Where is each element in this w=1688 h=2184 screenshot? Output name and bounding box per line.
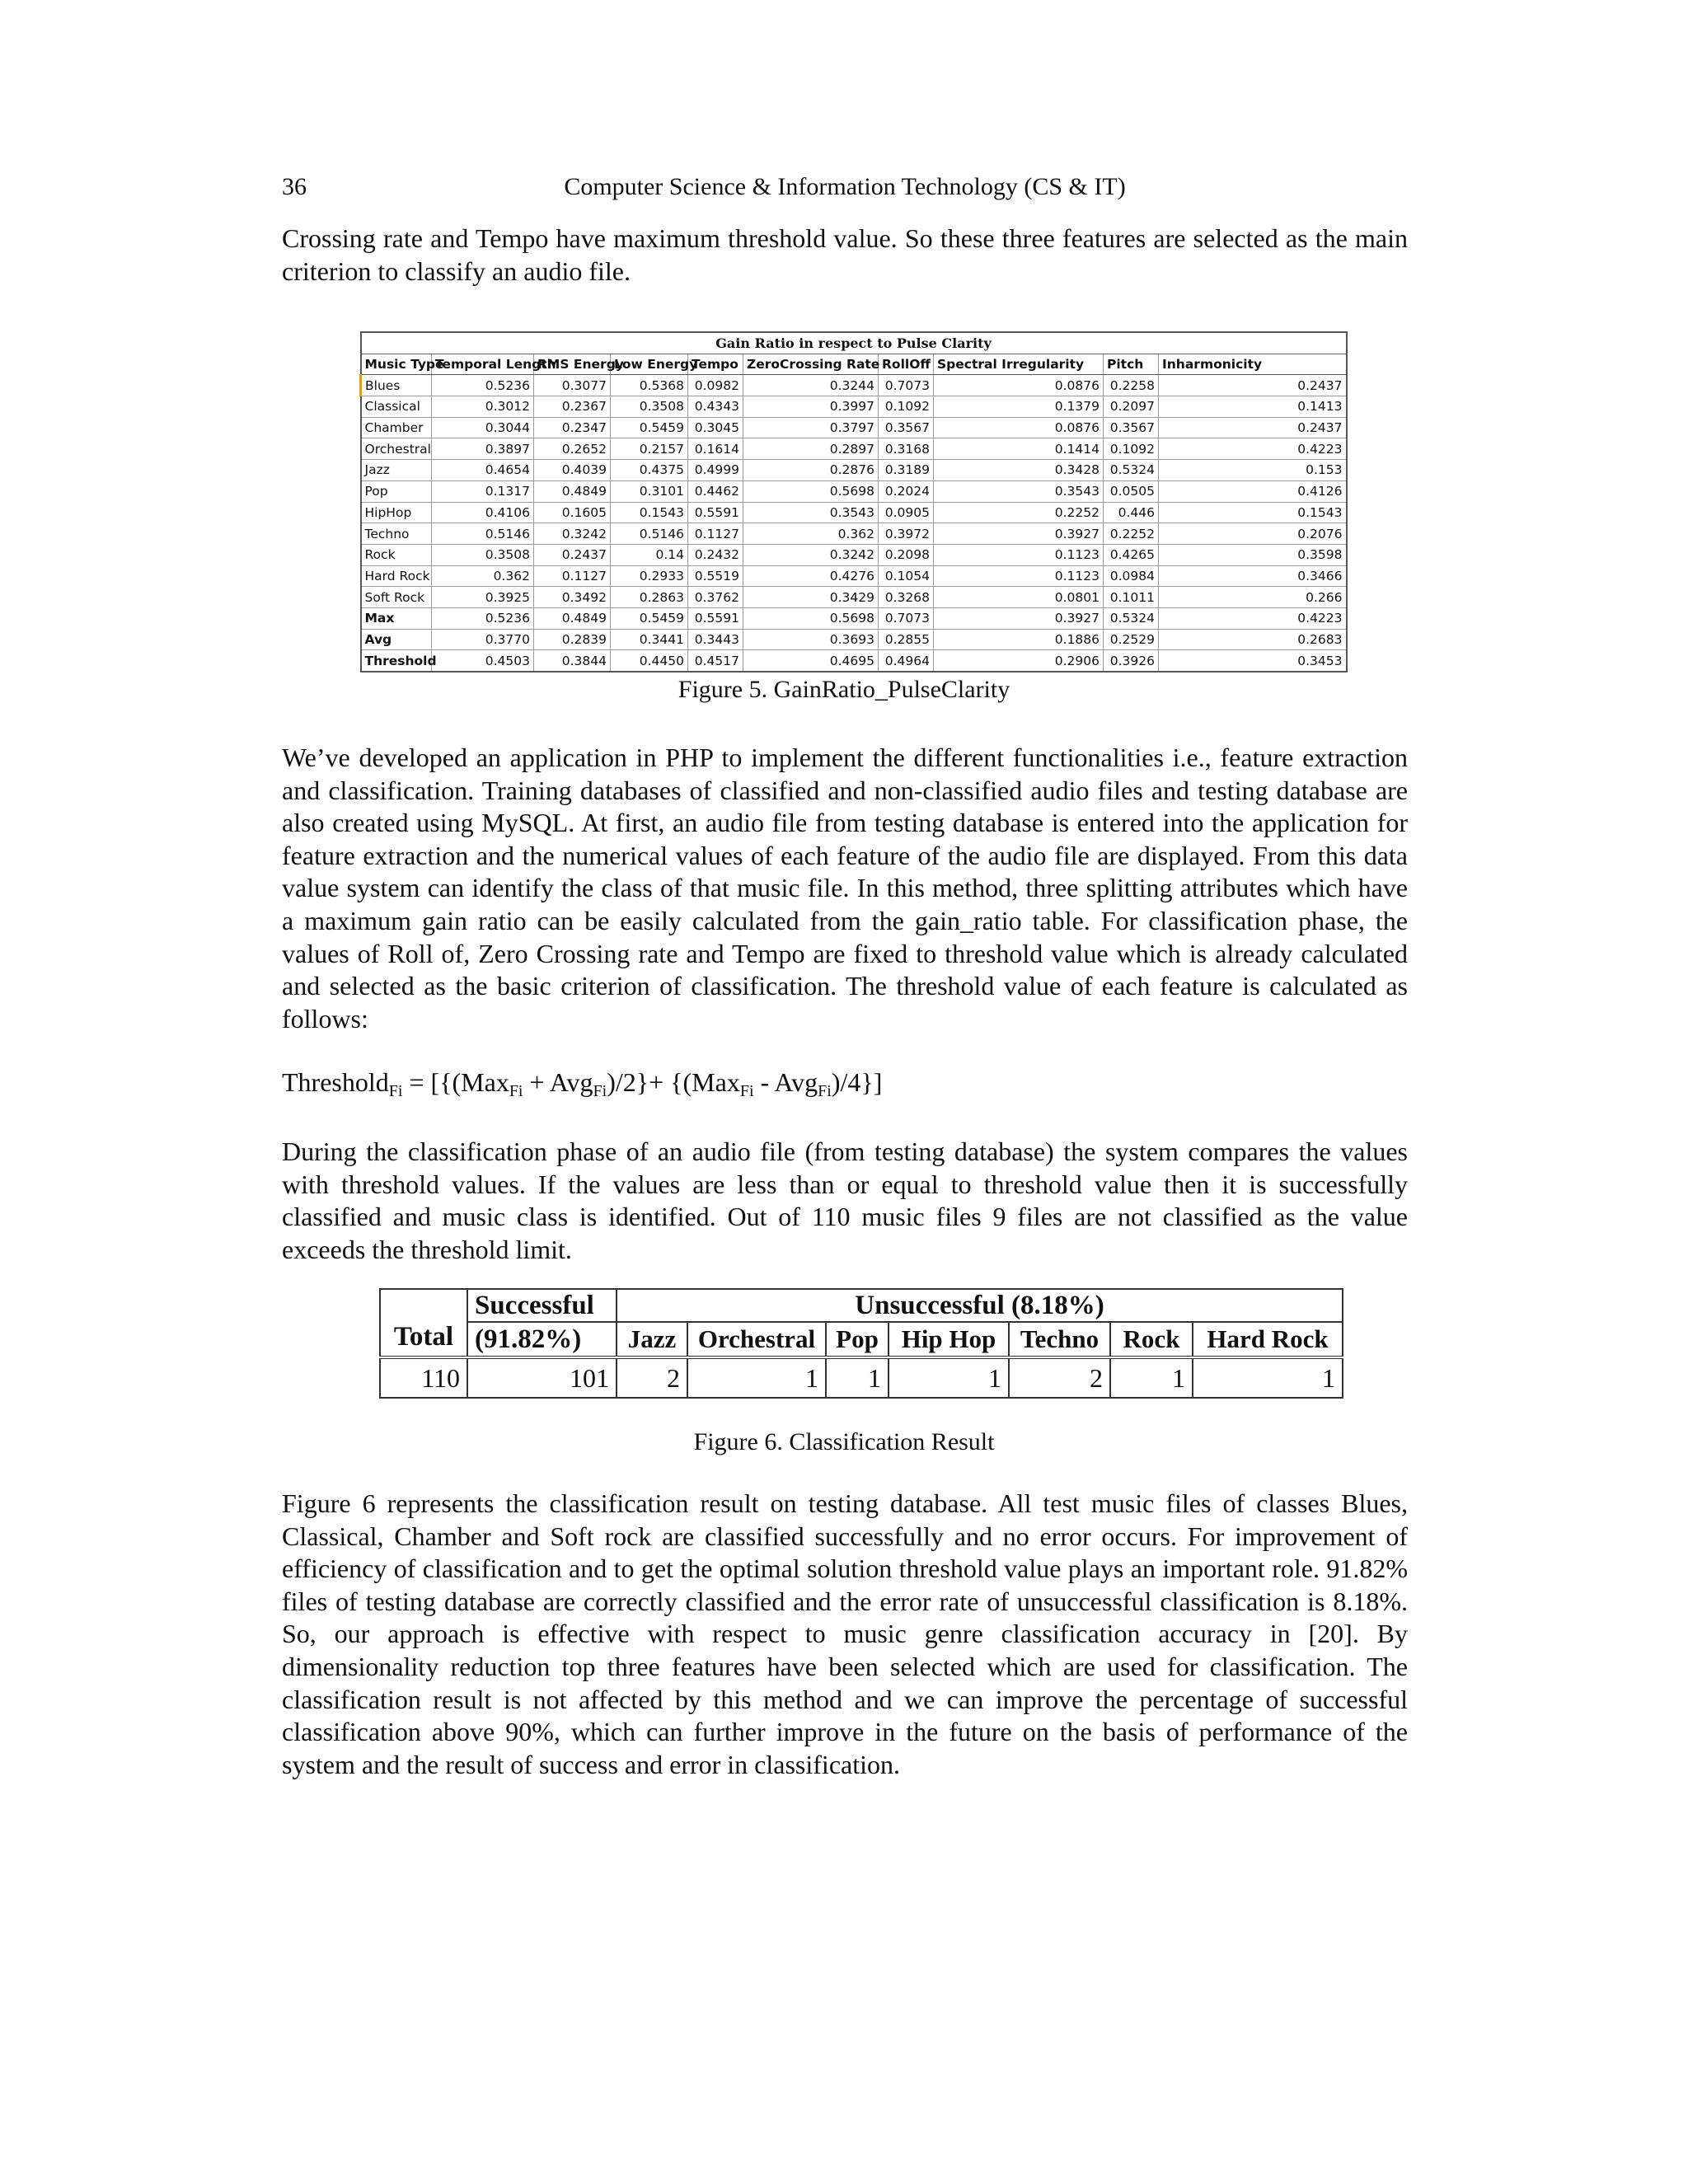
table-cell: 0.2252 bbox=[934, 502, 1104, 523]
table-cell: 0.2437 bbox=[534, 544, 611, 565]
table-cell: 0.7073 bbox=[879, 607, 934, 629]
summary-row bbox=[361, 629, 1347, 650]
table-cell: 0.2437 bbox=[1159, 375, 1347, 396]
table-cell: 0.362 bbox=[432, 565, 534, 587]
table-cell: 0.3453 bbox=[1159, 650, 1347, 672]
formula-subscript: Fi bbox=[509, 1082, 523, 1100]
row-label: Jazz bbox=[361, 460, 432, 481]
table-cell: 0.5324 bbox=[1104, 460, 1159, 481]
table-cell: 0.446 bbox=[1104, 502, 1159, 523]
table-cell: 0.3044 bbox=[432, 417, 534, 438]
table-cell: 0.3244 bbox=[743, 375, 879, 396]
table-cell: 0.2157 bbox=[611, 438, 688, 460]
table-cell: 0.5236 bbox=[432, 607, 534, 629]
summary-row bbox=[361, 607, 1347, 629]
column-header: Spectral Irregularity bbox=[934, 354, 1104, 375]
table-cell: 0.2652 bbox=[534, 438, 611, 460]
table-cell: 0.5368 bbox=[611, 375, 688, 396]
table-cell: 0.3441 bbox=[611, 629, 688, 650]
unsuccessful-value: 1 bbox=[687, 1357, 826, 1398]
paragraph-1: Crossing rate and Tempo have maximum threshold value. So these three features are selected as the main criterion to classify an audio file. bbox=[282, 223, 1408, 286]
successful-percent: (91.82%) bbox=[467, 1322, 617, 1357]
paragraph-2: We’ve developed an application in PHP to implement the different functionalities i.e., feature extraction and classification. Training databases of classified and non-classified audio files and testing database are also created using MySQL. At first, an audio file from testing database is entered into the application for feature extraction and the numerical values of each feature of the audio file are displayed. From this data value system can identify the class of that music file. In this method, three splitting attributes which have a maximum gain ratio can be easily calculated from the gain_ratio table. For classification phase, the values of Roll of, Zero Crossing rate and Tempo are fixed to threshold value which is already calculated and selected as the basic criterion of classification. The threshold value of each feature is calculated as follows: bbox=[282, 743, 1408, 1033]
table-cell: 0.2098 bbox=[879, 544, 934, 565]
unsuccessful-header: Unsuccessful (8.18%) bbox=[617, 1289, 1343, 1322]
table-cell: 0.4964 bbox=[879, 650, 934, 672]
table-cell: 0.7073 bbox=[879, 375, 934, 396]
row-label: Max bbox=[361, 607, 432, 629]
table-cell: 0.2347 bbox=[534, 417, 611, 438]
table-cell: 0.362 bbox=[743, 523, 879, 545]
table-cell: 0.1413 bbox=[1159, 396, 1347, 418]
formula-subscript: Fi bbox=[593, 1082, 607, 1100]
table-cell: 0.4106 bbox=[432, 502, 534, 523]
unsuccessful-value: 1 bbox=[889, 1357, 1009, 1398]
total-header: Total bbox=[380, 1289, 467, 1357]
table-cell: 0.2097 bbox=[1104, 396, 1159, 418]
table-cell: 0.3926 bbox=[1104, 650, 1159, 672]
table-row bbox=[361, 438, 1347, 460]
formula-part: = [{(Max bbox=[402, 1067, 509, 1097]
table-row bbox=[361, 375, 1347, 396]
row-label: Chamber bbox=[361, 417, 432, 438]
table-cell: 0.3543 bbox=[743, 502, 879, 523]
table-cell: 0.0876 bbox=[934, 375, 1104, 396]
unsuccessful-value: 2 bbox=[617, 1357, 687, 1398]
gain-ratio-table bbox=[359, 331, 1348, 673]
column-header: RollOff bbox=[879, 354, 934, 375]
table-cell: 0.2024 bbox=[879, 480, 934, 502]
table-cell: 0.3189 bbox=[879, 460, 934, 481]
table-cell: 0.266 bbox=[1159, 587, 1347, 608]
table-cell: 0.3242 bbox=[534, 523, 611, 545]
table-cell: 0.1123 bbox=[934, 544, 1104, 565]
table-cell: 0.2252 bbox=[1104, 523, 1159, 545]
table-cell: 0.4276 bbox=[743, 565, 879, 587]
table-cell: 0.3797 bbox=[743, 417, 879, 438]
successful-value: 101 bbox=[467, 1357, 617, 1398]
table-cell: 0.0984 bbox=[1104, 565, 1159, 587]
table-cell: 0.5459 bbox=[611, 417, 688, 438]
table-cell: 0.3101 bbox=[611, 480, 688, 502]
table-cell: 0.3997 bbox=[743, 396, 879, 418]
figure-5-caption: Figure 5. GainRatio_PulseClarity bbox=[678, 676, 1010, 703]
table-cell: 0.5324 bbox=[1104, 607, 1159, 629]
table-cell: 0.4849 bbox=[534, 480, 611, 502]
table-cell: 0.2437 bbox=[1159, 417, 1347, 438]
table-row bbox=[361, 502, 1347, 523]
threshold-formula bbox=[282, 1066, 882, 1108]
page-header bbox=[282, 173, 1408, 206]
row-label: Techno bbox=[361, 523, 432, 545]
table-cell: 0.1605 bbox=[534, 502, 611, 523]
table-cell: 0.1054 bbox=[879, 565, 934, 587]
table-cell: 0.3770 bbox=[432, 629, 534, 650]
unsuccessful-value: 1 bbox=[1110, 1357, 1193, 1398]
total-value: 110 bbox=[380, 1357, 467, 1398]
figure-6-caption: Figure 6. Classification Result bbox=[693, 1428, 995, 1455]
row-label: Avg bbox=[361, 629, 432, 650]
table-cell: 0.2839 bbox=[534, 629, 611, 650]
table-cell: 0.4517 bbox=[688, 650, 743, 672]
table-cell: 0.3443 bbox=[688, 629, 743, 650]
table-header-row bbox=[361, 354, 1347, 375]
table-cell: 0.4462 bbox=[688, 480, 743, 502]
table-cell: 0.5698 bbox=[743, 607, 879, 629]
class-header: Hip Hop bbox=[889, 1322, 1009, 1357]
row-label: Hard Rock bbox=[361, 565, 432, 587]
table-cell: 0.3428 bbox=[934, 460, 1104, 481]
table-row bbox=[361, 417, 1347, 438]
class-header: Hard Rock bbox=[1193, 1322, 1343, 1357]
row-label: Orchestral bbox=[361, 438, 432, 460]
table-cell: 0.1543 bbox=[611, 502, 688, 523]
table-cell: 0.4503 bbox=[432, 650, 534, 672]
formula-part: )/2}+ {(Max bbox=[607, 1067, 740, 1097]
table-cell: 0.1317 bbox=[432, 480, 534, 502]
table-cell: 0.3762 bbox=[688, 587, 743, 608]
row-label: Blues bbox=[361, 375, 432, 396]
successful-header: Successful bbox=[467, 1289, 617, 1322]
formula-subscript: Fi bbox=[388, 1082, 403, 1100]
row-label: Soft Rock bbox=[361, 587, 432, 608]
formula-part: )/4}] bbox=[831, 1067, 883, 1097]
table-row bbox=[361, 460, 1347, 481]
table-cell: 0.3543 bbox=[934, 480, 1104, 502]
table-row bbox=[361, 587, 1347, 608]
table-cell: 0.4343 bbox=[688, 396, 743, 418]
table-row bbox=[361, 480, 1347, 502]
table-cell: 0.4223 bbox=[1159, 438, 1347, 460]
table-cell: 0.0905 bbox=[879, 502, 934, 523]
table-cell: 0.3012 bbox=[432, 396, 534, 418]
formula-part: + Avg bbox=[523, 1067, 593, 1097]
table-cell: 0.3927 bbox=[934, 607, 1104, 629]
table-cell: 0.2855 bbox=[879, 629, 934, 650]
table-cell: 0.1123 bbox=[934, 565, 1104, 587]
table-cell: 0.0982 bbox=[688, 375, 743, 396]
table-cell: 0.2933 bbox=[611, 565, 688, 587]
table-cell: 0.2683 bbox=[1159, 629, 1347, 650]
table-cell: 0.4654 bbox=[432, 460, 534, 481]
class-header: Rock bbox=[1110, 1322, 1193, 1357]
table-cell: 0.3242 bbox=[743, 544, 879, 565]
column-header: ZeroCrossing Rate bbox=[743, 354, 879, 375]
class-header: Jazz bbox=[617, 1322, 687, 1357]
table-cell: 0.4375 bbox=[611, 460, 688, 481]
table-cell: 0.0876 bbox=[934, 417, 1104, 438]
table-row bbox=[361, 523, 1347, 545]
table-title-row bbox=[361, 332, 1347, 354]
unsuccessful-value: 1 bbox=[826, 1357, 889, 1398]
table-cell: 0.1379 bbox=[934, 396, 1104, 418]
table-cell: 0.1886 bbox=[934, 629, 1104, 650]
figure-5-gain-ratio-table bbox=[359, 331, 1345, 675]
page-number: 36 bbox=[282, 173, 307, 200]
table-cell: 0.3508 bbox=[432, 544, 534, 565]
class-header: Orchestral bbox=[687, 1322, 826, 1357]
formula-subscript: Fi bbox=[739, 1082, 754, 1100]
column-header: Low Energy bbox=[611, 354, 688, 375]
table-cell: 0.3844 bbox=[534, 650, 611, 672]
table-cell: 0.2529 bbox=[1104, 629, 1159, 650]
paragraph-3: During the classification phase of an audio file (from testing database) the system compares the values with threshold values. If the values are less than or equal to threshold value then it is successfully classified and music class is identified. Out of 110 music files 9 files are not classified as the value exceeds the threshold limit. bbox=[282, 1137, 1408, 1264]
table-cell: 0.4695 bbox=[743, 650, 879, 672]
table-cell: 0.1011 bbox=[1104, 587, 1159, 608]
table-cell: 0.2876 bbox=[743, 460, 879, 481]
class-header: Techno bbox=[1009, 1322, 1110, 1357]
table-row bbox=[361, 396, 1347, 418]
table-cell: 0.1414 bbox=[934, 438, 1104, 460]
table-cell: 0.3168 bbox=[879, 438, 934, 460]
table-row bbox=[361, 544, 1347, 565]
table-cell: 0.3045 bbox=[688, 417, 743, 438]
unsuccessful-value: 2 bbox=[1009, 1357, 1110, 1398]
table-cell: 0.5591 bbox=[688, 607, 743, 629]
table-cell: 0.1543 bbox=[1159, 502, 1347, 523]
table-cell: 0.4999 bbox=[688, 460, 743, 481]
row-label: Threshold bbox=[361, 650, 432, 672]
table-cell: 0.4223 bbox=[1159, 607, 1347, 629]
table-cell: 0.3268 bbox=[879, 587, 934, 608]
column-header: Inharmonicity bbox=[1159, 354, 1347, 375]
table-cell: 0.3972 bbox=[879, 523, 934, 545]
table-cell: 0.1092 bbox=[879, 396, 934, 418]
table-cell: 0.4450 bbox=[611, 650, 688, 672]
paragraph-4: Figure 6 represents the classification result on testing database. All test music files of classes Blues, Classical, Chamber and Soft rock are classified successfully and no error occurs. For improvement of efficiency of classification and to get the optimal solution threshold value plays an important role. 91.82% files of testing database are correctly classified and the error rate of unsuccessful classification is 8.18%. So, our approach is effective with respect to music genre classification accuracy in [20]. By dimensionality reduction top three features have been selected which are used for classification. The classification result is not affected by this method and we can improve the percentage of successful classification above 90%, which can further improve in the future on the basis of performance of the system and the result of success and error in classification. bbox=[282, 1488, 1408, 1779]
table-cell: 0.2906 bbox=[934, 650, 1104, 672]
table-cell: 0.3567 bbox=[879, 417, 934, 438]
table-cell: 0.2863 bbox=[611, 587, 688, 608]
journal-title: Computer Science & Information Technology (CS & IT) bbox=[564, 173, 1126, 200]
table-row bbox=[361, 565, 1347, 587]
table-cell: 0.2367 bbox=[534, 396, 611, 418]
formula-subscript: Fi bbox=[818, 1082, 832, 1100]
table-cell: 0.4849 bbox=[534, 607, 611, 629]
table-cell: 0.1127 bbox=[688, 523, 743, 545]
table-cell: 0.2258 bbox=[1104, 375, 1159, 396]
column-header: Tempo bbox=[688, 354, 743, 375]
table-cell: 0.2076 bbox=[1159, 523, 1347, 545]
table-cell: 0.5146 bbox=[432, 523, 534, 545]
table-cell: 0.0801 bbox=[934, 587, 1104, 608]
table-cell: 0.153 bbox=[1159, 460, 1347, 481]
column-header: RMS Energy bbox=[534, 354, 611, 375]
table-cell: 0.3508 bbox=[611, 396, 688, 418]
table-cell: 0.1614 bbox=[688, 438, 743, 460]
table-cell: 0.3429 bbox=[743, 587, 879, 608]
classification-result-table bbox=[379, 1288, 1343, 1399]
table-cell: 0.3897 bbox=[432, 438, 534, 460]
table-cell: 0.5591 bbox=[688, 502, 743, 523]
table-cell: 0.3925 bbox=[432, 587, 534, 608]
table-cell: 0.14 bbox=[611, 544, 688, 565]
table-title: Gain Ratio in respect to Pulse Clarity bbox=[361, 332, 1347, 354]
table-cell: 0.5698 bbox=[743, 480, 879, 502]
figure-6-classification-table bbox=[379, 1288, 1342, 1410]
table-cell: 0.5236 bbox=[432, 375, 534, 396]
table-cell: 0.0505 bbox=[1104, 480, 1159, 502]
column-header: Temporal Length bbox=[432, 354, 534, 375]
table-cell: 0.2897 bbox=[743, 438, 879, 460]
column-header: Music Type bbox=[361, 354, 432, 375]
table-cell: 0.3492 bbox=[534, 587, 611, 608]
formula-part: Threshold bbox=[282, 1067, 389, 1097]
summary-row bbox=[361, 650, 1347, 672]
table-cell: 0.3693 bbox=[743, 629, 879, 650]
formula-part: - Avg bbox=[753, 1067, 818, 1097]
column-header: Pitch bbox=[1104, 354, 1159, 375]
table-cell: 0.2432 bbox=[688, 544, 743, 565]
table-cell: 0.4126 bbox=[1159, 480, 1347, 502]
row-label: Pop bbox=[361, 480, 432, 502]
table-cell: 0.1127 bbox=[534, 565, 611, 587]
table-cell: 0.3466 bbox=[1159, 565, 1347, 587]
table-cell: 0.5146 bbox=[611, 523, 688, 545]
table-cell: 0.5519 bbox=[688, 565, 743, 587]
class-header: Pop bbox=[826, 1322, 889, 1357]
table-cell: 0.3927 bbox=[934, 523, 1104, 545]
row-label: Classical bbox=[361, 396, 432, 418]
row-label: Rock bbox=[361, 544, 432, 565]
row-label: HipHop bbox=[361, 502, 432, 523]
table-cell: 0.5459 bbox=[611, 607, 688, 629]
table-cell: 0.1092 bbox=[1104, 438, 1159, 460]
unsuccessful-value: 1 bbox=[1193, 1357, 1343, 1398]
table-cell: 0.3077 bbox=[534, 375, 611, 396]
table-cell: 0.4265 bbox=[1104, 544, 1159, 565]
table-cell: 0.4039 bbox=[534, 460, 611, 481]
table-cell: 0.3598 bbox=[1159, 544, 1347, 565]
table-cell: 0.3567 bbox=[1104, 417, 1159, 438]
